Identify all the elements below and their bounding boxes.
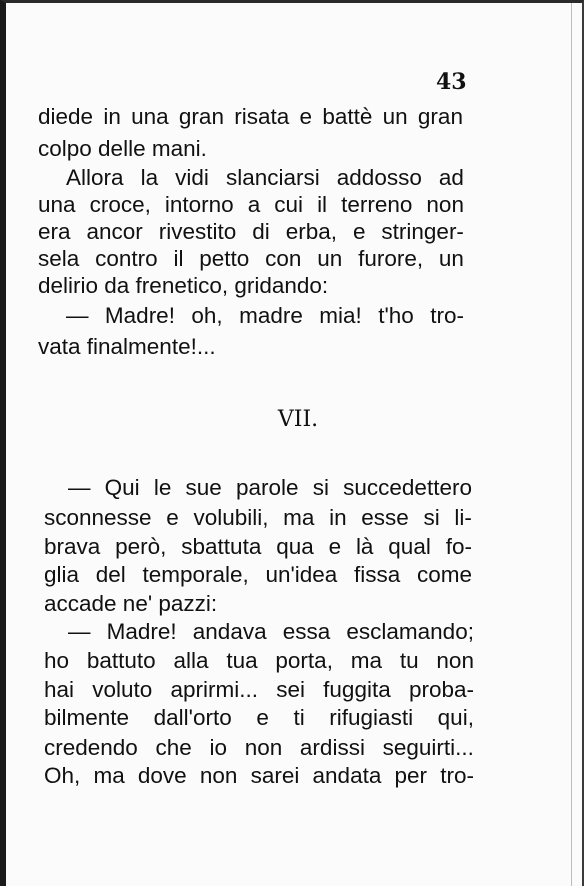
text-line-top-4 <box>38 221 464 244</box>
word: alla <box>173 648 209 673</box>
word: si <box>312 475 329 500</box>
word: volubili, <box>193 505 269 530</box>
word: brava <box>44 534 101 559</box>
word: e <box>166 505 179 530</box>
word: là <box>355 534 374 559</box>
word: non <box>199 763 238 788</box>
word: in <box>103 104 121 129</box>
word: croce, <box>89 192 151 217</box>
word: credendo <box>44 735 138 760</box>
text-line-content <box>44 765 474 788</box>
word: — <box>68 475 91 500</box>
word: qui, <box>437 705 474 730</box>
word: ho <box>44 648 70 673</box>
word: andava <box>192 619 267 644</box>
word: aprirmi... <box>170 677 258 702</box>
text-line-bottom-10 <box>44 765 474 788</box>
text-line-content: vata finalmente!... <box>38 334 216 359</box>
word: qual <box>388 534 431 559</box>
word: Oh, <box>44 763 81 788</box>
word: ardissi <box>299 735 365 760</box>
text-line-bottom-4 <box>44 593 217 616</box>
word: petto <box>199 246 250 271</box>
word: io <box>209 735 227 760</box>
word: andata <box>312 763 382 788</box>
word: una <box>131 104 169 129</box>
word: dall'orto <box>153 705 232 730</box>
word: non <box>426 192 464 217</box>
text-line-top-0 <box>38 106 463 129</box>
word: non <box>436 648 474 673</box>
text-line-content <box>66 305 464 328</box>
word: — <box>66 303 89 328</box>
word: battuto <box>86 648 156 673</box>
text-line-content: colpo delle mani. <box>38 136 207 161</box>
word: ad <box>438 165 464 190</box>
word: sela <box>38 246 80 271</box>
word: tu <box>399 648 419 673</box>
text-line-bottom-3 <box>44 564 472 587</box>
word: a <box>247 192 261 217</box>
text-line-top-5 <box>38 248 464 271</box>
word: risata <box>234 104 290 129</box>
word: un <box>317 246 343 271</box>
word: il <box>317 192 328 217</box>
word: madre <box>239 303 303 328</box>
word: gran <box>417 104 463 129</box>
text-line-content <box>68 477 472 500</box>
word: tro- <box>430 303 464 328</box>
word: sarei <box>250 763 300 788</box>
word: si <box>423 505 440 530</box>
word: un <box>438 246 464 271</box>
word: bilmente <box>44 705 130 730</box>
word: sconnesse <box>44 505 152 530</box>
word: rifugiasti <box>329 705 414 730</box>
word: intorno <box>164 192 234 217</box>
text-line-bottom-6 <box>44 650 474 673</box>
word: le <box>153 475 172 500</box>
text-line-content <box>38 248 464 271</box>
text-line-top-8 <box>38 336 216 359</box>
word: esclamando; <box>346 619 474 644</box>
text-line-content: accade ne' pazzi: <box>44 591 218 616</box>
word: rivestito <box>158 219 237 244</box>
word: tua <box>226 648 258 673</box>
word: ma <box>350 648 383 673</box>
word: in <box>329 505 347 530</box>
text-line-content <box>38 194 464 217</box>
word: ancor <box>86 219 143 244</box>
text-line-content <box>44 536 472 559</box>
word: una <box>38 192 76 217</box>
word: però, <box>115 534 167 559</box>
word: seguirti... <box>382 735 474 760</box>
word: Madre! <box>106 619 177 644</box>
word: stringer- <box>381 219 464 244</box>
word: ma <box>283 505 315 530</box>
word: battè <box>322 104 373 129</box>
word: per <box>394 763 428 788</box>
word: qua <box>276 534 314 559</box>
word: porta, <box>275 648 333 673</box>
word: e <box>328 534 342 559</box>
word: sbattuta <box>181 534 262 559</box>
word: terreno <box>341 192 413 217</box>
word: cui <box>274 192 304 217</box>
word: Qui <box>104 475 140 500</box>
page-number: 43 <box>436 69 467 95</box>
section-heading: VII. <box>277 407 319 432</box>
word: contro <box>95 246 158 271</box>
text-line-bottom-0 <box>68 477 472 500</box>
text-line-top-3 <box>38 194 464 217</box>
word: ti <box>293 705 305 730</box>
text-line-content <box>38 221 464 244</box>
word: fuggita <box>323 677 391 702</box>
word: ma <box>93 763 125 788</box>
text-line-top-7 <box>66 305 464 328</box>
word: esse <box>361 505 409 530</box>
word: erba, <box>285 219 337 244</box>
word: glia <box>44 562 80 587</box>
word: parole <box>236 475 299 500</box>
text-line-content <box>44 737 474 760</box>
word: diede <box>38 104 94 129</box>
text-line-content <box>44 679 474 702</box>
word: vidi <box>175 165 209 190</box>
text-line-bottom-9 <box>44 737 474 760</box>
word: succedettero <box>343 475 472 500</box>
word: proba- <box>408 677 474 702</box>
word: e <box>299 104 313 129</box>
word: fissa <box>354 562 401 587</box>
word: oh, <box>191 303 223 328</box>
word: che <box>155 735 192 760</box>
word: la <box>140 165 159 190</box>
word: come <box>416 562 472 587</box>
word: sue <box>185 475 222 500</box>
text-line-content <box>38 106 463 129</box>
word: li- <box>454 505 472 530</box>
text-line-content <box>44 507 472 530</box>
text-line-bottom-5 <box>68 621 474 644</box>
word: e <box>352 219 366 244</box>
text-line-content <box>66 167 464 190</box>
word: un'idea <box>265 562 338 587</box>
text-line-top-6 <box>38 275 328 298</box>
word: del <box>95 562 126 587</box>
word: con <box>265 246 302 271</box>
text-line-bottom-8 <box>44 707 474 730</box>
text-line-content <box>44 564 472 587</box>
text-line-content <box>44 707 474 730</box>
word: slanciarsi <box>225 165 320 190</box>
word: hai <box>44 677 75 702</box>
word: Allora <box>66 165 124 190</box>
text-line-top-1 <box>38 138 207 161</box>
word: addosso <box>336 165 422 190</box>
word: — <box>68 619 91 644</box>
word: gran <box>178 104 224 129</box>
word: furore, <box>358 246 424 271</box>
word: tro- <box>440 763 474 788</box>
word: temporale, <box>142 562 249 587</box>
word: mia! <box>319 303 362 328</box>
text-line-content: delirio da frenetico, gridando: <box>38 273 329 298</box>
word: di <box>252 219 270 244</box>
word: essa <box>282 619 331 644</box>
word: dove <box>137 763 187 788</box>
word: sei <box>276 677 305 702</box>
word: fo- <box>445 534 472 559</box>
word: e <box>256 705 269 730</box>
word: voluto <box>92 677 153 702</box>
word: Madre! <box>104 303 175 328</box>
word: un <box>382 104 408 129</box>
word: non <box>244 735 283 760</box>
text-line-content <box>68 621 474 644</box>
word: t'ho <box>378 303 414 328</box>
text-line-bottom-2 <box>44 536 472 559</box>
text-line-content <box>44 650 474 673</box>
word: era <box>38 219 71 244</box>
word: il <box>173 246 184 271</box>
text-line-bottom-7 <box>44 679 474 702</box>
text-line-top-2 <box>66 167 464 190</box>
text-line-bottom-1 <box>44 507 472 530</box>
